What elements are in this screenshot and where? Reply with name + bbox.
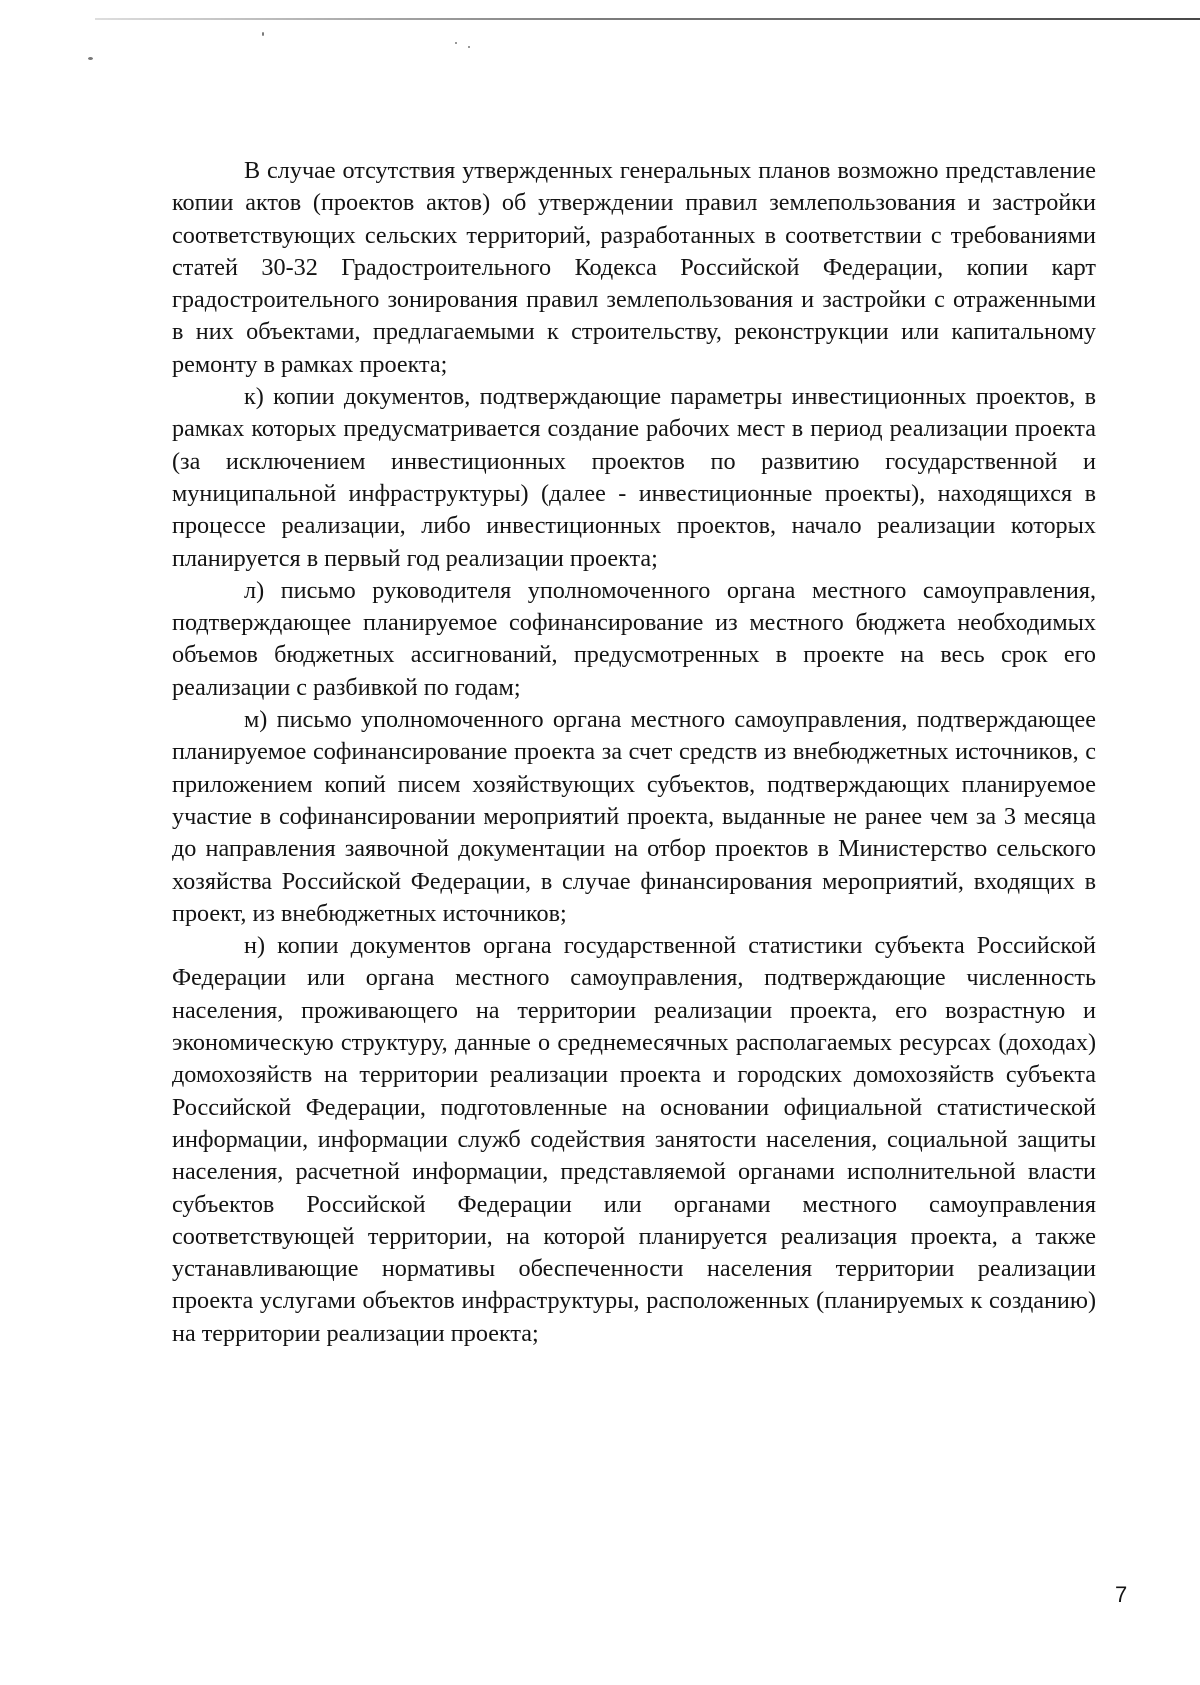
paragraph-k: к) копии документов, подтверждающие параметры инвестиционных проектов, в рамках которых предусматривается создание рабочих мест в период реализации проекта (за исключением инвестиционных проектов по развитию государственной и муниципальной инфраструктуры) (далее - инвестиционные проекты), находящихся в процессе реализации, либо инвестиционных проектов, начало реализации которых планируется в первый год реализации проекта;: [172, 383, 1096, 572]
paragraph-general-plans: В случае отсутствия утвержденных генеральных планов возможно представление копии актов (проектов актов) об утверждении правил землепользования и застройки соответствующих сельских территорий, разработанных в соответствии с требованиями статей 30-32 Градостроительного Кодекса Российской Федерации, копии карт градостроительного зонирования правил землепользования и застройки с отраженными в них объектами, предлагаемыми к строительству, реконструкции или капитальному ремонту в рамках проекта;: [172, 157, 1096, 378]
page-number: 7: [1115, 1582, 1128, 1607]
scan-speck: [88, 57, 93, 60]
paragraph-n: н) копии документов органа государственной статистики субъекта Российской Федерации или органа местного самоуправления, подтверждающие численность населения, проживающего на территории реализации проекта, его возрастную и экономическую структуру, данные о среднемесячных располагаемых ресурсах (доходах) домохозяйств на территории реализации проекта и городских домохозяйств субъекта Российской Федерации, подготовленные на основании официальной статистической информации, информации служб содействия занятости населения, социальной защиты населения, расчетной информации, представляемой органами исполнительной власти субъектов Российской Федерации или органами местного самоуправления соответствующей территории, на которой планируется реализация проекта, а также устанавливающие нормативы обеспеченности населения территории реализации проекта услугами объектов инфраструктуры, расположенных (планируемых к созданию) на территории реализации проекта;: [172, 932, 1096, 1347]
scan-speck: [468, 46, 470, 48]
scan-speck: [455, 42, 457, 44]
scan-speck: [262, 32, 264, 36]
paragraph-m: м) письмо уполномоченного органа местного самоуправления, подтверждающее планируемое софинансирование проекта за счет средств из внебюджетных источников, с приложением копий писем хозяйствующих субъектов, подтверждающих планируемое участие в софинансировании мероприятий проекта, выданные не ранее чем за 3 месяца до направления заявочной документации на отбор проектов в Министерство сельского хозяйства Российской Федерации, в случае финансирования мероприятий, входящих в проект, из внебюджетных источников;: [172, 706, 1096, 927]
paragraph-l: л) письмо руководителя уполномоченного органа местного самоуправления, подтверждающее планируемое софинансирование из местного бюджета необходимых объемов бюджетных ассигнований, предусмотренных в проекте на весь срок его реализации с разбивкой по годам;: [172, 576, 1096, 701]
document-body: [172, 155, 1096, 1350]
scan-top-edge: [95, 18, 1200, 20]
